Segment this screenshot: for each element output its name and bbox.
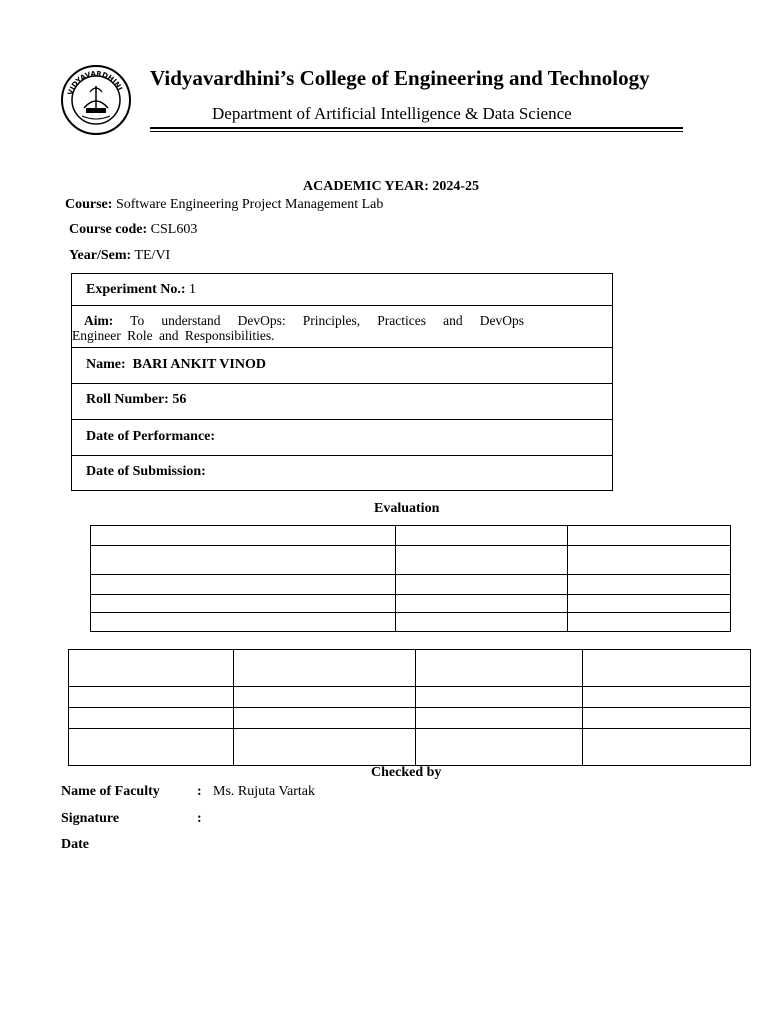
experiment-number-value: 1	[189, 282, 197, 297]
year-sem-line	[69, 248, 170, 264]
table-row	[69, 708, 751, 729]
table-row	[91, 526, 731, 546]
date-of-submission-row	[72, 456, 612, 490]
faculty-name-value: Ms. Rujuta Vartak	[213, 784, 316, 799]
year-sem-value: TE/VI	[134, 248, 171, 263]
table-row	[69, 687, 751, 708]
checked-by-title: Checked by	[371, 765, 442, 780]
table-row	[91, 613, 731, 632]
department-name: Department of Artificial Intelligence & Data Science	[212, 104, 572, 123]
evaluation-table	[90, 525, 731, 632]
roll-number-row	[72, 384, 612, 420]
table-row	[91, 575, 731, 595]
roll-number-label: Roll Number:	[86, 392, 169, 407]
evaluation-title: Evaluation	[374, 501, 440, 516]
college-name: Vidyavardhini’s College of Engineering and Technology	[150, 66, 650, 90]
aim-line-1	[84, 313, 524, 329]
course-code-line	[69, 222, 197, 238]
table-row	[69, 650, 751, 687]
aim-text-line-2: Engineer Role and Responsibilities.	[72, 328, 275, 343]
aim-text-line-1: To understand DevOps: Principles, Practices and DevOps	[130, 313, 524, 328]
date-of-performance-label: Date of Performance:	[86, 429, 216, 444]
aim-row	[72, 306, 612, 348]
table-row	[69, 729, 751, 766]
year-sem-label: Year/Sem:	[69, 248, 132, 263]
roll-number-value: 56	[172, 392, 187, 407]
course-line	[65, 197, 383, 213]
college-logo	[60, 64, 132, 136]
course-code-label: Course code:	[69, 222, 148, 237]
logo-arc-text: VIDYAVARDHINI	[66, 69, 124, 97]
experiment-number-label: Experiment No.:	[86, 282, 186, 297]
header-rule-thick	[150, 127, 683, 129]
date-of-submission-label: Date of Submission:	[86, 464, 206, 479]
table-row	[91, 546, 731, 575]
course-label: Course:	[65, 197, 113, 212]
experiment-info-box	[71, 273, 613, 491]
date-label: Date	[61, 837, 89, 852]
table-row	[91, 595, 731, 613]
faculty-name-label: Name of Faculty	[61, 784, 160, 799]
course-code-value: CSL603	[150, 222, 198, 237]
student-name-row	[72, 348, 612, 384]
experiment-number-row	[72, 274, 612, 306]
header-rule-thin	[150, 131, 683, 132]
date-of-performance-row	[72, 420, 612, 456]
signature-colon: :	[197, 811, 202, 826]
marks-table	[68, 649, 751, 766]
student-name-value: BARI ANKIT VINOD	[132, 357, 266, 372]
aim-label: Aim:	[84, 313, 114, 328]
course-value: Software Engineering Project Management Lab	[115, 197, 384, 212]
student-name-label: Name:	[86, 357, 126, 372]
academic-year: ACADEMIC YEAR: 2024-25	[303, 179, 480, 194]
faculty-colon: :	[197, 784, 202, 799]
signature-label: Signature	[61, 811, 120, 826]
